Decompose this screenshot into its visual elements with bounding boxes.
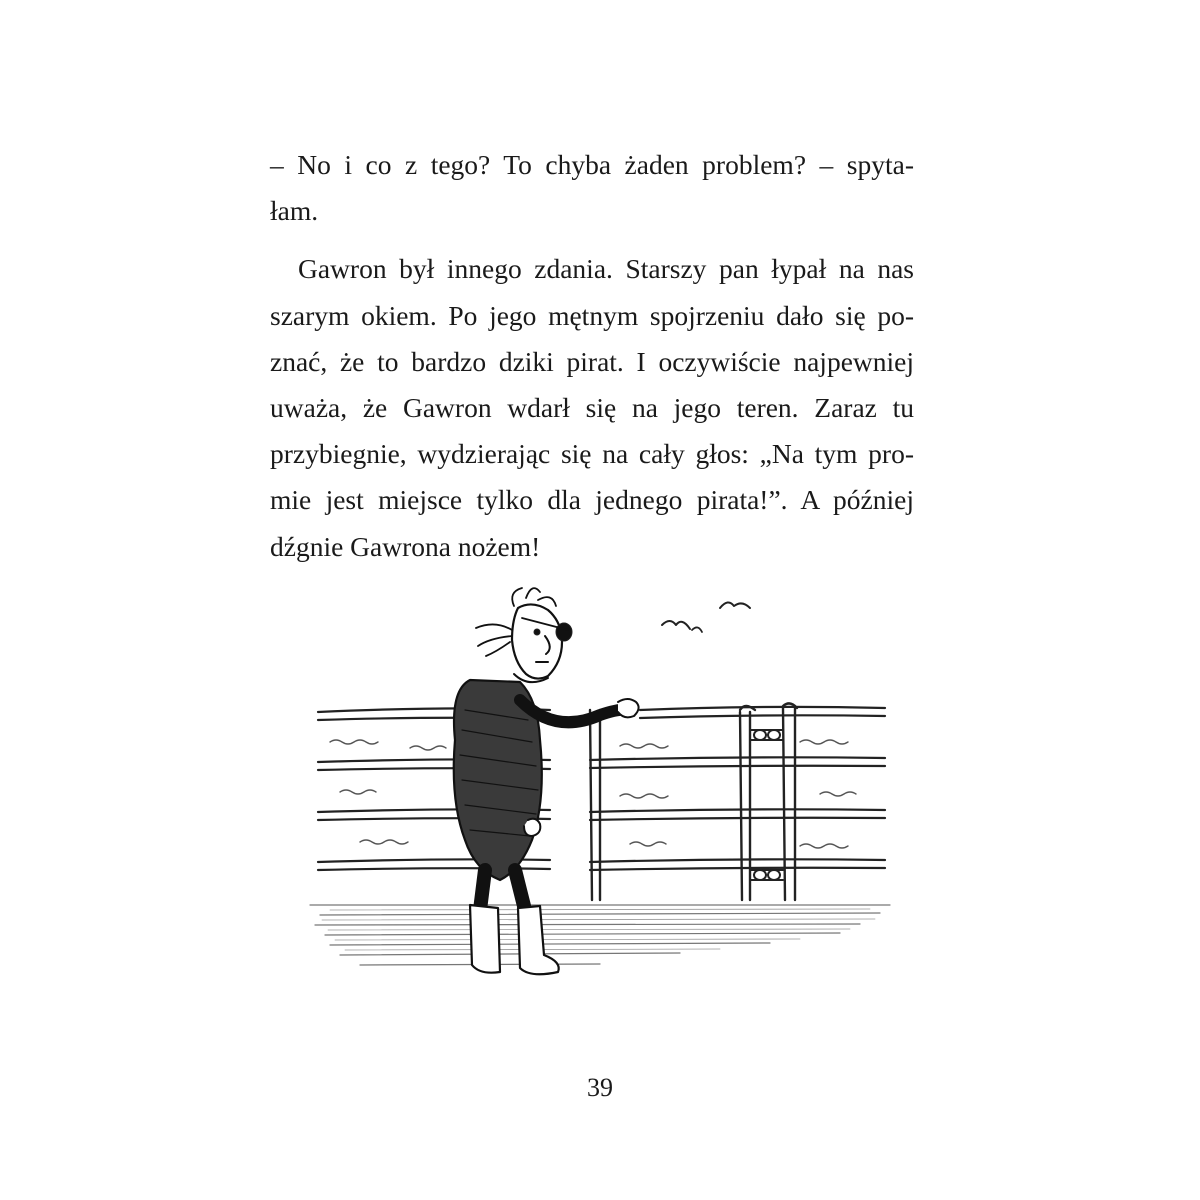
text-line: mie jest miejsce tylko dla jednego pirata!”. A później: [270, 484, 914, 516]
text-line: łam.: [270, 195, 319, 227]
body-text: [270, 142, 914, 570]
paragraph-1: [270, 142, 914, 234]
page-number: 39: [587, 1073, 613, 1102]
text-line: przybiegnie, wydzierając się na cały głos: „Na tym pro-: [270, 438, 914, 470]
paragraph-2: [270, 246, 914, 569]
text-line: znać, że to bardzo dziki pirat. I oczywiście najpewniej: [270, 345, 914, 377]
text-line: Gawron był innego zdania. Starszy pan łypał na nas: [298, 253, 914, 285]
text-line: dźgnie Gawrona nożem!: [270, 530, 541, 562]
text-line: uważa, że Gawron wdarł się na jego teren. Zaraz tu: [270, 391, 914, 423]
text-line: szarym okiem. Po jego mętnym spojrzeniu dało się po-: [270, 299, 914, 331]
old-pirate-on-ferry-icon: [300, 570, 900, 1000]
text-line: – No i co z tego? To chyba żaden problem? – spyta-: [270, 149, 914, 180]
